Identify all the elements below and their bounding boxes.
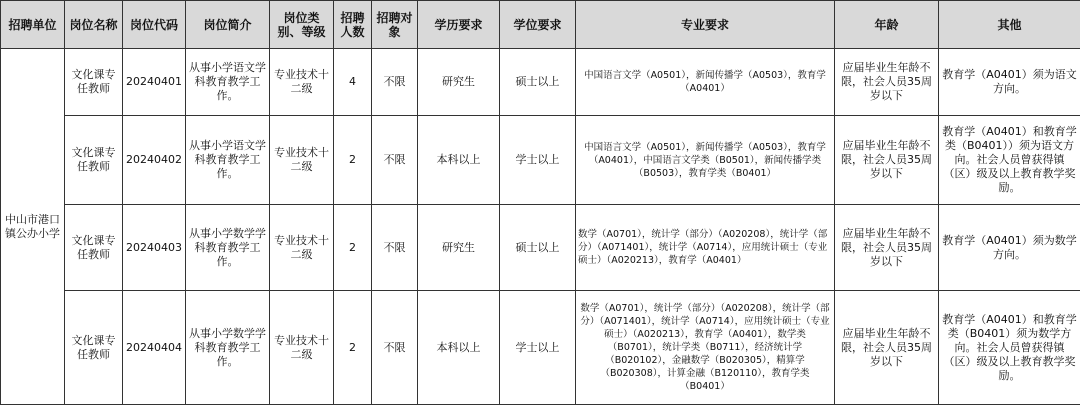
target-cell: 不限 xyxy=(372,291,418,405)
table-row xyxy=(1,116,1080,205)
education-cell: 本科以上 xyxy=(418,291,500,405)
position-code-cell: 20240403 xyxy=(123,205,186,291)
header-degree: 学位要求 xyxy=(500,1,576,49)
age-cell: 应届毕业生年龄不限，社会人员35周岁以下 xyxy=(835,291,939,405)
age-cell: 应届毕业生年龄不限，社会人员35周岁以下 xyxy=(835,49,939,116)
target-cell: 不限 xyxy=(372,205,418,291)
position-intro-cell: 从事小学数学学科教育教学工作。 xyxy=(186,291,270,405)
position-intro-cell: 从事小学语文学科教育教学工作。 xyxy=(186,49,270,116)
education-cell: 研究生 xyxy=(418,49,500,116)
target-cell: 不限 xyxy=(372,49,418,116)
position-code-cell: 20240402 xyxy=(123,116,186,205)
major-cell: 数学（A0701），统计学（部分）（A020208），统计学（部分）（A071401），统计学（A0714），应用统计硕士（专业硕士）（A020213），教育学（A0401） xyxy=(576,205,835,291)
position-name-cell: 文化课专任教师 xyxy=(65,49,123,116)
count-cell: 4 xyxy=(334,49,372,116)
header-age: 年龄 xyxy=(835,1,939,49)
position-name-cell: 文化课专任教师 xyxy=(65,205,123,291)
position-code-cell: 20240401 xyxy=(123,49,186,116)
major-cell: 中国语言文学（A0501），新闻传播学（A0503），教育学（A0401） xyxy=(576,49,835,116)
category-cell: 专业技术十二级 xyxy=(270,291,334,405)
header-position-code: 岗位代码 xyxy=(123,1,186,49)
degree-cell: 硕士以上 xyxy=(500,49,576,116)
position-intro-cell: 从事小学语文学科教育教学工作。 xyxy=(186,116,270,205)
header-position-name: 岗位名称 xyxy=(65,1,123,49)
header-unit: 招聘单位 xyxy=(1,1,65,49)
header-row xyxy=(1,1,1080,49)
position-intro-cell: 从事小学数学学科教育教学工作。 xyxy=(186,205,270,291)
header-target: 招聘对象 xyxy=(372,1,418,49)
age-cell: 应届毕业生年龄不限，社会人员35周岁以下 xyxy=(835,116,939,205)
table-row xyxy=(1,49,1080,116)
major-cell: 数学（A0701），统计学（部分）（A020208），统计学（部分）（A071401），统计学（A0714），应用统计硕士（专业硕士）（A020213），教育学（A0401），数学类（B0701），统计学类（B0711），经济统计学（B020102），金融数学（B020305），精算学（B020308），计算金融（B120110），教育学类（B0401） xyxy=(576,291,835,405)
target-cell: 不限 xyxy=(372,116,418,205)
count-cell: 2 xyxy=(334,205,372,291)
degree-cell: 学士以上 xyxy=(500,116,576,205)
major-cell: 中国语言文学（A0501），新闻传播学（A0503），教育学（A0401），中国语言文学类（B0501），新闻传播学类（B0503），教育学类（B0401） xyxy=(576,116,835,205)
count-cell: 2 xyxy=(334,116,372,205)
degree-cell: 硕士以上 xyxy=(500,205,576,291)
other-cell: 教育学（A0401）须为数学方向。 xyxy=(939,205,1080,291)
age-cell: 应届毕业生年龄不限，社会人员35周岁以下 xyxy=(835,205,939,291)
count-cell: 2 xyxy=(334,291,372,405)
other-cell: 教育学（A0401）和教育学类（B0401））须为语文方向。社会人员曾获得镇（区）级及以上教育教学奖励。 xyxy=(939,116,1080,205)
category-cell: 专业技术十二级 xyxy=(270,49,334,116)
position-code-cell: 20240404 xyxy=(123,291,186,405)
education-cell: 研究生 xyxy=(418,205,500,291)
category-cell: 专业技术十二级 xyxy=(270,116,334,205)
position-name-cell: 文化课专任教师 xyxy=(65,291,123,405)
header-education: 学历要求 xyxy=(418,1,500,49)
education-cell: 本科以上 xyxy=(418,116,500,205)
other-cell: 教育学（A0401）须为语文方向。 xyxy=(939,49,1080,116)
position-name-cell: 文化课专任教师 xyxy=(65,116,123,205)
header-position-intro: 岗位简介 xyxy=(186,1,270,49)
header-major: 专业要求 xyxy=(576,1,835,49)
category-cell: 专业技术十二级 xyxy=(270,205,334,291)
unit-cell: 中山市港口镇公办小学 xyxy=(1,49,65,405)
header-count: 招聘人数 xyxy=(334,1,372,49)
header-category-level: 岗位类别、等级 xyxy=(270,1,334,49)
degree-cell: 学士以上 xyxy=(500,291,576,405)
header-other: 其他 xyxy=(939,1,1080,49)
table-row xyxy=(1,205,1080,291)
other-cell: 教育学（A0401）和教育学类（B0401）须为数学方向。社会人员曾获得镇（区）级及以上教育教学奖励。 xyxy=(939,291,1080,405)
table-row xyxy=(1,291,1080,405)
